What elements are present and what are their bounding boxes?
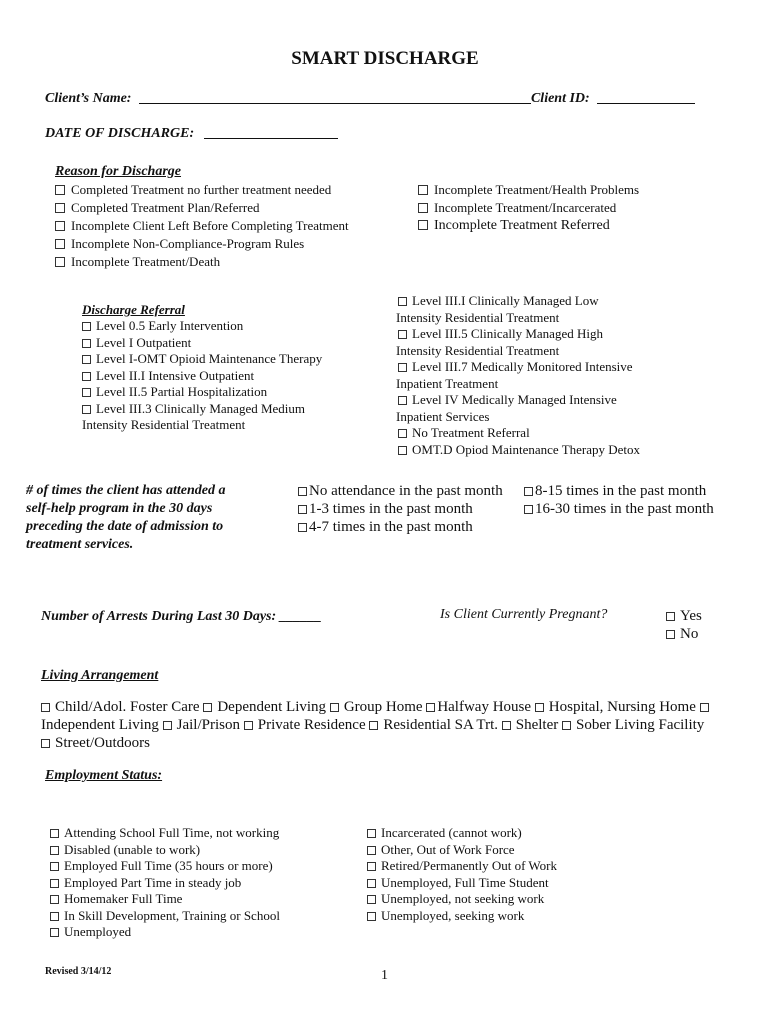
- checkbox-icon[interactable]: [426, 703, 435, 712]
- employment-option[interactable]: In Skill Development, Training or School: [50, 908, 280, 925]
- living-option[interactable]: Hospital, Nursing Home: [535, 699, 696, 715]
- checkbox-icon[interactable]: [50, 895, 59, 904]
- checkbox-icon[interactable]: [298, 505, 307, 514]
- living-option[interactable]: Shelter: [502, 717, 559, 733]
- living-option[interactable]: Jail/Prison: [163, 717, 240, 733]
- referral-option[interactable]: Level I-OMT Opioid Maintenance Therapy: [82, 351, 322, 368]
- page-title: SMART DISCHARGE: [291, 48, 479, 69]
- reason-option[interactable]: Incomplete Treatment/Incarcerated: [418, 199, 639, 217]
- reason-option[interactable]: Incomplete Client Left Before Completing Treatment: [55, 217, 349, 235]
- client-name-row: [45, 90, 695, 107]
- employment-option[interactable]: Attending School Full Time, not working: [50, 825, 280, 842]
- checkbox-icon[interactable]: [369, 721, 378, 730]
- selfhelp-question: # of times the client has attended a self-help program in the 30 days preceding the date of admission to treatment services.: [26, 483, 226, 552]
- referral-option-continuation: Intensity Residential Treatment: [82, 417, 246, 432]
- checkbox-icon[interactable]: [398, 363, 407, 372]
- revised-date: Revised 3/14/12: [45, 966, 112, 977]
- checkbox-icon[interactable]: [41, 703, 50, 712]
- reason-heading: Reason for Discharge: [55, 164, 182, 179]
- referral-option[interactable]: Level II.5 Partial Hospitalization: [82, 384, 322, 401]
- reason-option[interactable]: Incomplete Treatment/Health Problems: [418, 181, 639, 199]
- checkbox-icon[interactable]: [41, 739, 50, 748]
- reason-option[interactable]: Incomplete Treatment Referred: [418, 217, 639, 235]
- selfhelp-option[interactable]: 8-15 times in the past month: [524, 482, 714, 500]
- arrests-row: [41, 609, 322, 625]
- checkbox-icon[interactable]: [398, 446, 407, 455]
- referral-option[interactable]: Level III.3 Clinically Managed Medium: [82, 401, 322, 418]
- client-id-label: Client ID:: [530, 91, 590, 106]
- reason-option[interactable]: Completed Treatment Plan/Referred: [55, 199, 349, 217]
- checkbox-icon[interactable]: [50, 862, 59, 871]
- employment-option[interactable]: Unemployed: [50, 924, 280, 941]
- pregnant-option-no[interactable]: No: [666, 625, 702, 643]
- checkbox-icon[interactable]: [367, 895, 376, 904]
- pregnant-label: Is Client Currently Pregnant?: [440, 607, 608, 622]
- client-name-label: Client’s Name:: [45, 91, 132, 106]
- reason-left-list: [55, 181, 349, 271]
- living-option[interactable]: Dependent Living: [203, 699, 326, 715]
- reason-option[interactable]: Completed Treatment no further treatment needed: [55, 181, 349, 199]
- arrests-field[interactable]: ______: [279, 609, 322, 624]
- employment-option[interactable]: Unemployed, Full Time Student: [367, 875, 557, 892]
- checkbox-icon[interactable]: [562, 721, 571, 730]
- checkbox-icon[interactable]: [50, 846, 59, 855]
- checkbox-icon[interactable]: [244, 721, 253, 730]
- checkbox-icon[interactable]: [700, 703, 709, 712]
- checkbox-icon[interactable]: [55, 185, 65, 195]
- reason-right-list: [418, 181, 639, 235]
- checkbox-icon[interactable]: [524, 487, 533, 496]
- living-options: [41, 698, 721, 752]
- checkbox-icon[interactable]: [367, 912, 376, 921]
- checkbox-icon[interactable]: [50, 829, 59, 838]
- employment-option[interactable]: Employed Part Time in steady job: [50, 875, 280, 892]
- referral-option[interactable]: Level I Outpatient: [82, 335, 322, 352]
- employment-left-list: [50, 825, 280, 941]
- checkbox-icon[interactable]: [398, 297, 407, 306]
- checkbox-icon[interactable]: [298, 523, 307, 532]
- checkbox-icon[interactable]: [82, 355, 91, 364]
- checkbox-icon[interactable]: [163, 721, 172, 730]
- discharge-date-label: DATE OF DISCHARGE:: [45, 126, 195, 141]
- living-option[interactable]: Private Residence: [244, 717, 366, 733]
- checkbox-icon[interactable]: [50, 912, 59, 921]
- checkbox-icon[interactable]: [50, 928, 59, 937]
- living-heading: Living Arrangement: [41, 668, 159, 683]
- referral-option[interactable]: Level III.5 Clinically Managed High: [396, 326, 640, 343]
- pregnant-options: [666, 607, 702, 643]
- client-id-field[interactable]: [597, 90, 695, 104]
- living-option[interactable]: Residential SA Trt.: [369, 717, 498, 733]
- referral-option[interactable]: OMT.D Opiod Maintenance Therapy Detox: [396, 442, 640, 459]
- selfhelp-option[interactable]: 16-30 times in the past month: [524, 500, 714, 518]
- checkbox-icon[interactable]: [418, 203, 428, 213]
- checkbox-icon[interactable]: [203, 703, 212, 712]
- referral-option-continuation: Inpatient Services: [396, 408, 490, 424]
- checkbox-icon[interactable]: [398, 429, 407, 438]
- checkbox-icon[interactable]: [298, 487, 307, 496]
- checkbox-icon[interactable]: [82, 388, 91, 397]
- referral-heading: Discharge Referral: [82, 302, 185, 317]
- checkbox-icon[interactable]: [418, 220, 428, 230]
- employment-option[interactable]: Unemployed, not seeking work: [367, 891, 557, 908]
- pregnant-option-yes[interactable]: Yes: [666, 607, 702, 625]
- referral-option-continuation: Intensity Residential Treatment: [396, 342, 560, 358]
- discharge-date-field[interactable]: [204, 125, 338, 139]
- checkbox-icon[interactable]: [367, 846, 376, 855]
- living-option[interactable]: Street/Outdoors: [41, 735, 150, 751]
- referral-option[interactable]: No Treatment Referral: [396, 425, 640, 442]
- referral-option-continuation: Intensity Residential Treatment: [396, 309, 560, 325]
- checkbox-icon[interactable]: [82, 339, 91, 348]
- checkbox-icon[interactable]: [367, 879, 376, 888]
- checkbox-icon[interactable]: [398, 396, 407, 405]
- living-option[interactable]: Group Home: [330, 699, 423, 715]
- employment-option[interactable]: Retired/Permanently Out of Work: [367, 858, 557, 875]
- checkbox-icon[interactable]: [524, 505, 533, 514]
- checkbox-icon[interactable]: [367, 862, 376, 871]
- checkbox-icon[interactable]: [82, 372, 91, 381]
- employment-heading: Employment Status:: [45, 768, 163, 783]
- living-option[interactable]: Halfway House: [426, 699, 531, 715]
- checkbox-icon[interactable]: [367, 829, 376, 838]
- checkbox-icon[interactable]: [666, 630, 675, 639]
- living-option[interactable]: Child/Adol. Foster Care: [41, 699, 200, 715]
- checkbox-icon[interactable]: [55, 203, 65, 213]
- client-name-field[interactable]: [139, 90, 531, 104]
- referral-option[interactable]: Level IV Medically Managed Intensive: [396, 392, 640, 409]
- employment-option[interactable]: Unemployed, seeking work: [367, 908, 557, 925]
- checkbox-icon[interactable]: [502, 721, 511, 730]
- referral-option[interactable]: Level III.I Clinically Managed Low: [396, 293, 640, 310]
- referral-left-list: [82, 318, 322, 434]
- reason-option[interactable]: Incomplete Non-Compliance-Program Rules: [55, 235, 349, 253]
- employment-option[interactable]: Employed Full Time (35 hours or more): [50, 858, 280, 875]
- employment-option[interactable]: Disabled (unable to work): [50, 842, 280, 859]
- arrests-label: Number of Arrests During Last 30 Days:: [41, 609, 277, 624]
- selfhelp-option[interactable]: 1-3 times in the past month: [298, 500, 503, 518]
- checkbox-icon[interactable]: [666, 612, 675, 621]
- employment-right-list: [367, 825, 557, 924]
- checkbox-icon[interactable]: [55, 221, 65, 231]
- employment-option[interactable]: Incarcerated (cannot work): [367, 825, 557, 842]
- checkbox-icon[interactable]: [55, 257, 65, 267]
- checkbox-icon[interactable]: [82, 322, 91, 331]
- selfhelp-option[interactable]: 4-7 times in the past month: [298, 518, 503, 536]
- living-option[interactable]: Independent Living: [41, 699, 714, 733]
- selfhelp-options-col2: [524, 482, 714, 518]
- referral-option[interactable]: Level 0.5 Early Intervention: [82, 318, 322, 335]
- checkbox-icon[interactable]: [535, 703, 544, 712]
- referral-option[interactable]: Level II.I Intensive Outpatient: [82, 368, 322, 385]
- referral-right-list: [396, 293, 640, 458]
- selfhelp-option[interactable]: No attendance in the past month: [298, 482, 503, 500]
- living-option[interactable]: Sober Living Facility: [562, 717, 704, 733]
- checkbox-icon[interactable]: [418, 185, 428, 195]
- checkbox-icon[interactable]: [50, 879, 59, 888]
- page-number: 1: [381, 968, 388, 983]
- employment-option[interactable]: Other, Out of Work Force: [367, 842, 557, 859]
- checkbox-icon[interactable]: [398, 330, 407, 339]
- checkbox-icon[interactable]: [330, 703, 339, 712]
- referral-option[interactable]: Level III.7 Medically Monitored Intensive: [396, 359, 640, 376]
- referral-option-continuation: Inpatient Treatment: [396, 375, 499, 391]
- checkbox-icon[interactable]: [55, 239, 65, 249]
- employment-option[interactable]: Homemaker Full Time: [50, 891, 280, 908]
- reason-option[interactable]: Incomplete Treatment/Death: [55, 253, 349, 271]
- discharge-date-row: [45, 125, 338, 142]
- selfhelp-options-col1: [298, 482, 503, 536]
- checkbox-icon[interactable]: [82, 405, 91, 414]
